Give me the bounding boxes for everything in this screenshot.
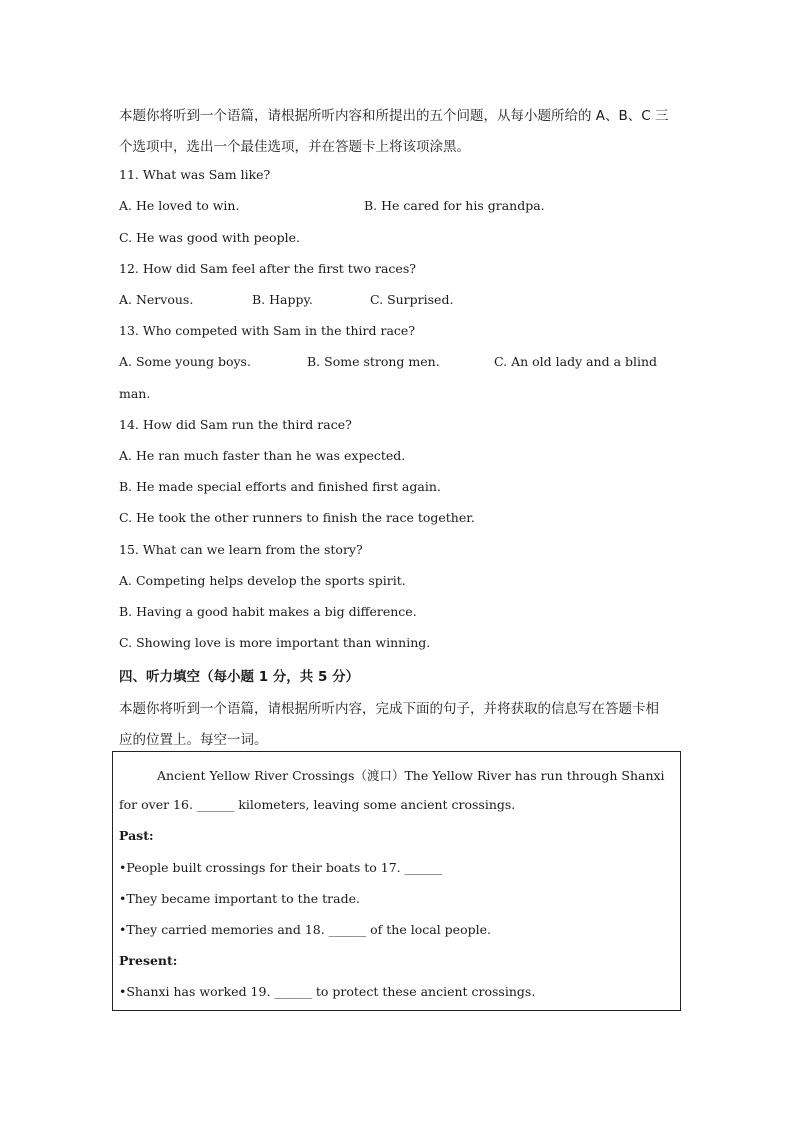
section4-heading: 四、听力填空（每小题 1 分，共 5 分）: [119, 669, 360, 685]
question-13-stem: 13. Who competed with Sam in the third race?: [119, 323, 416, 338]
question-11-stem: 11. What was Sam like?: [119, 167, 271, 182]
present-item-1: •Shanxi has worked 19. ______ to protect these ancient crossings.: [119, 984, 536, 999]
question-12-option-c: C. Surprised.: [370, 292, 454, 307]
question-14-stem: 14. How did Sam run the third race?: [119, 417, 352, 432]
box-title-line: Ancient Yellow River Crossings（渡口）The Yellow River has run through Shanxi: [157, 768, 665, 783]
question-11-option-a: A. He loved to win.: [119, 198, 240, 213]
past-item-3: •They carried memories and 18. ______ of the local people.: [119, 922, 491, 937]
past-label: Past:: [119, 828, 154, 843]
question-13-option-c: C. An old lady and a blind: [494, 354, 658, 369]
question-13-option-a: A. Some young boys.: [119, 354, 251, 369]
section3-intro-line1: 本题你将听到一个语篇，请根据所听内容和所提出的五个问题，从每小题所给的 A、B、C 三: [119, 108, 669, 124]
question-14-option-b: B. He made special efforts and finished first again.: [119, 479, 441, 494]
fill-in-box: [112, 751, 681, 1011]
past-item-1: •People built crossings for their boats to 17. ______: [119, 860, 443, 875]
question-12-stem: 12. How did Sam feel after the first two races?: [119, 261, 416, 276]
question-12-option-b: B. Happy.: [252, 292, 313, 307]
section3-intro-line2: 个选项中，选出一个最佳选项，并在答题卡上将该项涂黑。: [119, 139, 470, 155]
question-11-option-c: C. He was good with people.: [119, 230, 300, 245]
question-15-stem: 15. What can we learn from the story?: [119, 542, 363, 557]
section4-intro-line1: 本题你将听到一个语篇，请根据所听内容，完成下面的句子，并将获取的信息写在答题卡相: [119, 701, 659, 717]
section4-intro-line2: 应的位置上。每空一词。: [119, 732, 268, 748]
past-item-2: •They became important to the trade.: [119, 891, 360, 906]
question-15-option-a: A. Competing helps develop the sports spirit.: [119, 573, 406, 588]
question-13-option-c-continued: man.: [119, 386, 151, 401]
question-15-option-b: B. Having a good habit makes a big difference.: [119, 604, 417, 619]
question-13-option-b: B. Some strong men.: [307, 354, 440, 369]
question-14-option-a: A. He ran much faster than he was expected.: [119, 448, 406, 463]
box-intro-line: for over 16. ______ kilometers, leaving some ancient crossings.: [119, 797, 516, 812]
question-11-option-b: B. He cared for his grandpa.: [364, 198, 545, 213]
question-12-option-a: A. Nervous.: [119, 292, 194, 307]
question-14-option-c: C. He took the other runners to finish the race together.: [119, 510, 475, 525]
question-15-option-c: C. Showing love is more important than winning.: [119, 635, 431, 650]
present-label: Present:: [119, 953, 178, 968]
